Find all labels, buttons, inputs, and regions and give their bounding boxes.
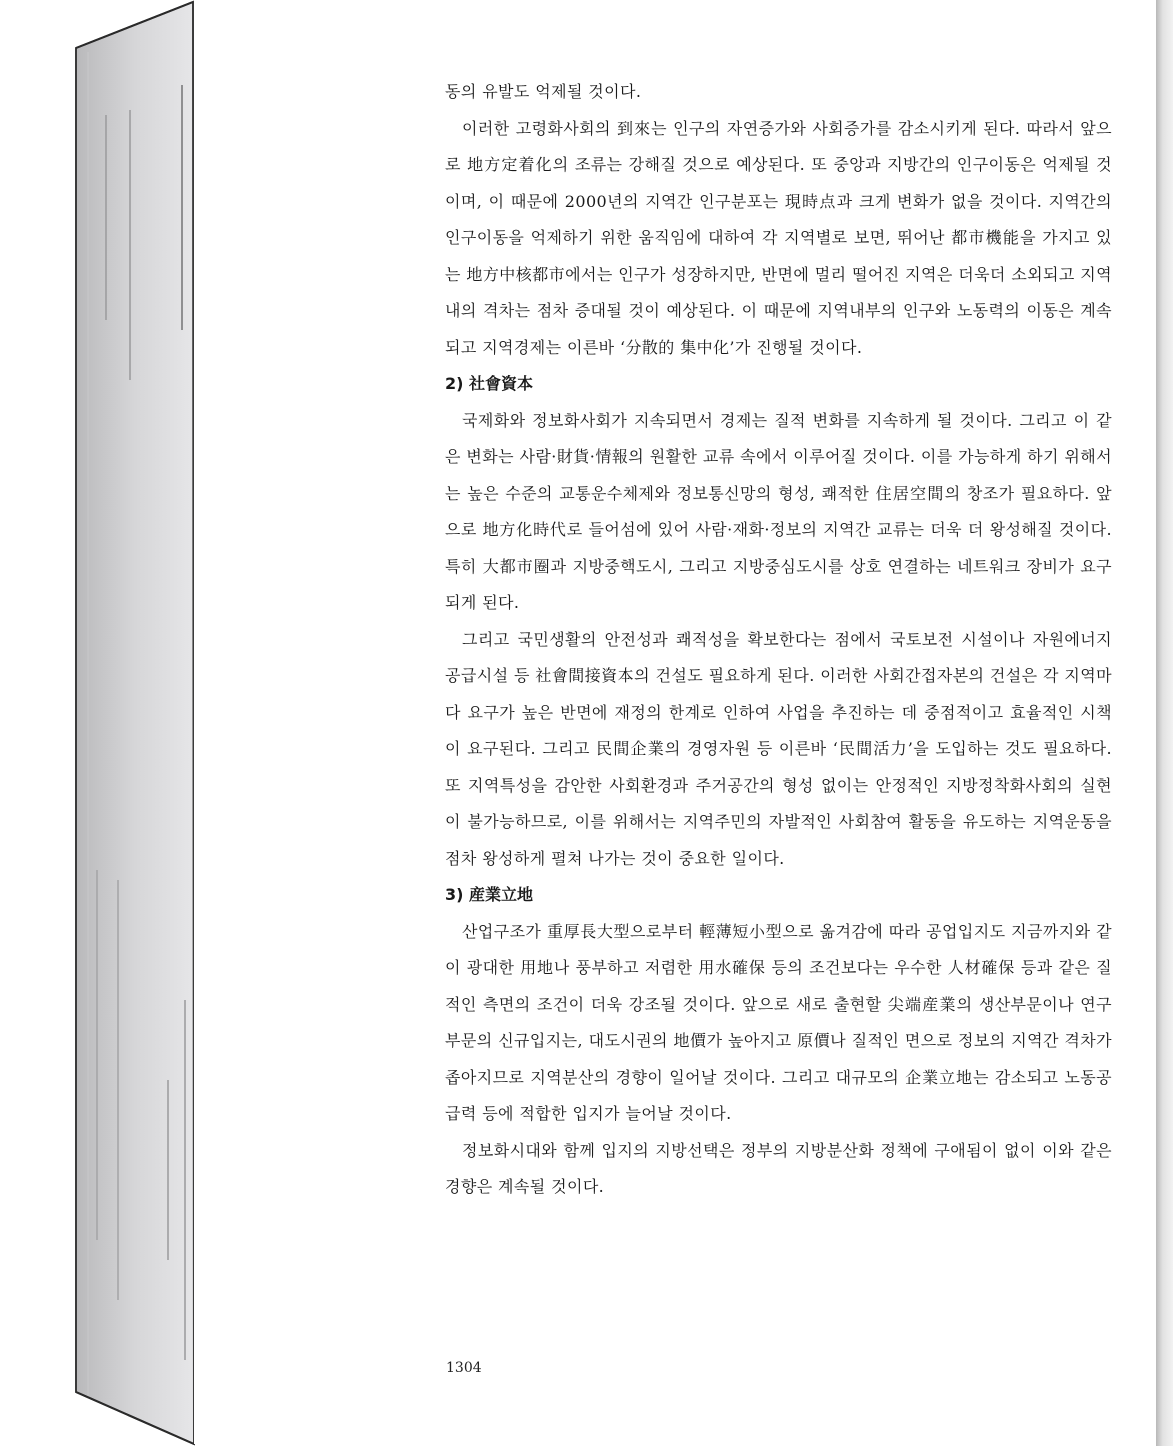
section-heading: 3) 産業立地 (445, 885, 534, 904)
section-heading: 2) 社會資本 (445, 374, 534, 393)
paragraph: 동의 유발도 억제될 것이다. (445, 82, 642, 101)
paragraph: 정보화시대와 함께 입지의 지방선택은 정부의 지방분산화 정책에 구애됨이 없이 이와 같은 경향은 계속될 것이다. (445, 1140, 1112, 1196)
paragraph: 이러한 고령화사회의 到來는 인구의 자연증가와 사회증가를 감소시키게 된다. 따라서 앞으로 地方定着化의 조류는 강해질 것으로 예상된다. 또 중앙과 지방간의 인구이동은 억제될 것이며, 이 때문에 2000년의 지역간 인구분포는 現時点과 크게 변화가 없을 것이다. 지역간의 인구이동을 억제하기 위한 움직임에 대하여 각 지역별로 보면, 뛰어난 都市機能을 가지고 있는 地方中核都市에서는 인구가 성장하지만, 반면에 멀리 떨어진 지역은 더욱더 소외되고 지역내의 격차는 점차 증대될 것이 예상된다. 이 때문에 지역내부의 인구와 노동력의 이동은 계속되고 지역경제는 이른바 ‘分散的 集中化’가 진행될 것이다. (445, 118, 1112, 357)
page-gutter-shadow (1156, 0, 1173, 1446)
paragraph: 그리고 국민생활의 안전성과 쾌적성을 확보한다는 점에서 국토보전 시설이나 자원에너지 공급시설 등 社會間接資本의 건설도 필요하게 된다. 이러한 사회간접자본의 건설은 각 지역마다 요구가 높은 반면에 재정의 한계로 인하여 사업을 추진하는 데 중점적이고 효율적인 시책이 요구된다. 그리고 民間企業의 경영자원 등 이른바 ‘民間活力’을 도입하는 것도 필요하다. 또 지역특성을 감안한 사회환경과 주거공간의 형성 없이는 안정적인 지방정착화사회의 실현이 불가능하므로, 이를 위해서는 지역주민의 자발적인 사회참여 활동을 유도하는 지역운동을 점차 왕성하게 펼쳐 나가는 것이 중요한 일이다. (445, 629, 1112, 868)
page-body-text (445, 74, 1112, 1206)
page-number: 1304 (446, 1360, 482, 1376)
paragraph: 산업구조가 重厚長大型으로부터 輕薄短小型으로 옮겨감에 따라 공업입지도 지금까지와 같이 광대한 用地나 풍부하고 저렴한 用水確保 등의 조건보다는 우수한 人材確保 등과 같은 질적인 측면의 조건이 더욱 강조될 것이다. 앞으로 새로 출현할 尖端産業의 생산부문이나 연구부문의 신규입지는, 대도시권의 地價가 높아지고 原價나 질적인 면으로 정보의 지역간 격차가 좁아지므로 지역분산의 경향이 일어날 것이다. 그리고 대규모의 企業立地는 감소되고 노동공급력 등에 적합한 입지가 늘어날 것이다. (445, 921, 1112, 1123)
paragraph: 국제화와 정보화사회가 지속되면서 경제는 질적 변화를 지속하게 될 것이다. 그리고 이 같은 변화는 사람·財貨·情報의 원활한 교류 속에서 이루어질 것이다. 이를 가능하게 하기 위해서는 높은 수준의 교통운수체제와 정보통신망의 형성, 쾌적한 住居空間의 창조가 필요하다. 앞으로 地方化時代로 들어섬에 있어 사람·재화·정보의 지역간 교류는 더욱 더 왕성해질 것이다. 특히 大都市圈과 지방중핵도시, 그리고 지방중심도시를 상호 연결하는 네트워크 장비가 요구되게 된다. (445, 410, 1112, 612)
